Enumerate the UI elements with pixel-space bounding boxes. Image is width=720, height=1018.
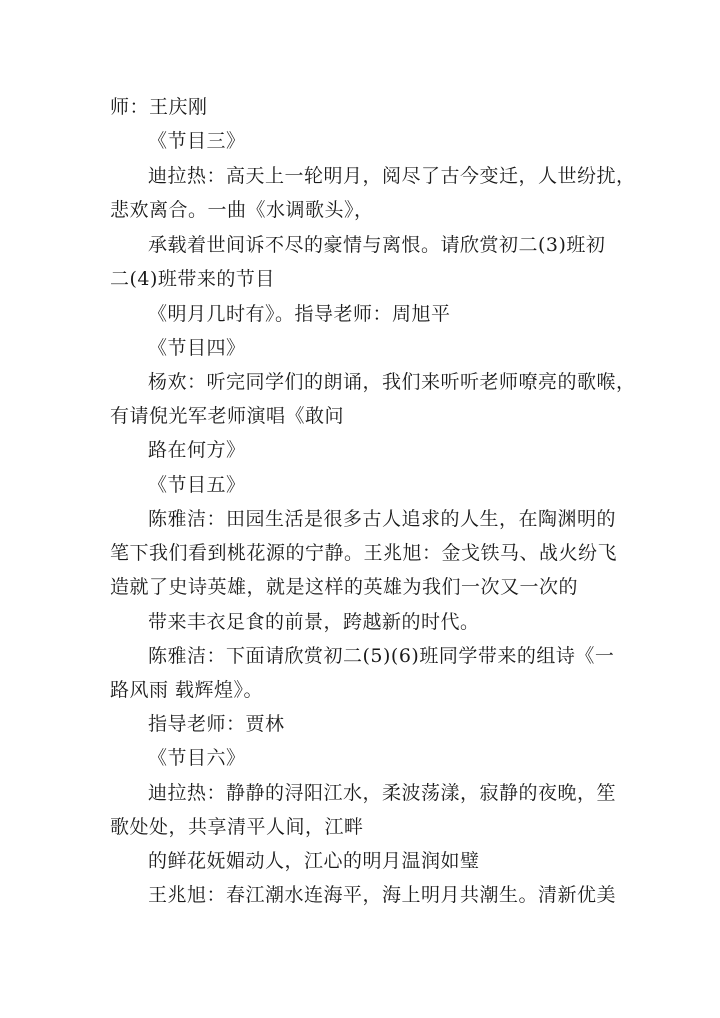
text-line: 笔下我们看到桃花源的宁静。王兆旭：金戈铁马、战火纷飞	[110, 542, 618, 564]
text-line: 师：王庆刚	[110, 96, 208, 118]
text-line: 陈雅洁：田园生活是很多古人追求的人生，在陶渊明的	[148, 508, 617, 530]
program-heading: 《节目三》	[148, 130, 246, 152]
text-line: 悲欢离合。一曲《水调歌头》，	[110, 199, 374, 221]
text-line: 王兆旭：春江潮水连海平，海上明月共潮生。清新优美	[148, 884, 617, 906]
text-line: 迪拉热：高天上一轮明月，阅尽了古今变迁，人世纷扰，	[148, 165, 636, 187]
program-heading: 《节目六》	[148, 747, 246, 769]
text-line: 《明月几时有》。指导老师：周旭平	[148, 303, 451, 325]
text-line: 路在何方》	[148, 439, 246, 461]
text-line: 杨欢：听完同学们的朗诵，我们来听听老师嘹亮的歌喉，	[148, 371, 636, 393]
text-line: 承载着世间诉不尽的豪情与离恨。请欣赏初二(3)班初	[148, 234, 606, 256]
program-heading: 《节目五》	[148, 474, 246, 496]
program-heading: 《节目四》	[148, 337, 246, 359]
text-line: 造就了史诗英雄，就是这样的英雄为我们一次又一次的	[110, 576, 579, 598]
text-line: 陈雅洁：下面请欣赏初二(5)(6)班同学带来的组诗《一	[148, 645, 615, 667]
text-line: 带来丰衣足食的前景，跨越新的时代。	[148, 611, 480, 633]
text-line: 有请倪光军老师演唱《敢问	[110, 405, 345, 427]
text-line: 迪拉热：静静的浔阳江水，柔波荡漾，寂静的夜晚，笙	[148, 782, 617, 804]
text-line: 指导老师：贾林	[148, 713, 285, 735]
text-line: 歌处处，共享清平人间，江畔	[110, 816, 364, 838]
text-line: 的鲜花妩媚动人，江心的明月温润如璧	[148, 850, 480, 872]
text-line: 路风雨 载辉煌》。	[110, 679, 264, 701]
text-line: 二(4)班带来的节目	[110, 268, 275, 290]
